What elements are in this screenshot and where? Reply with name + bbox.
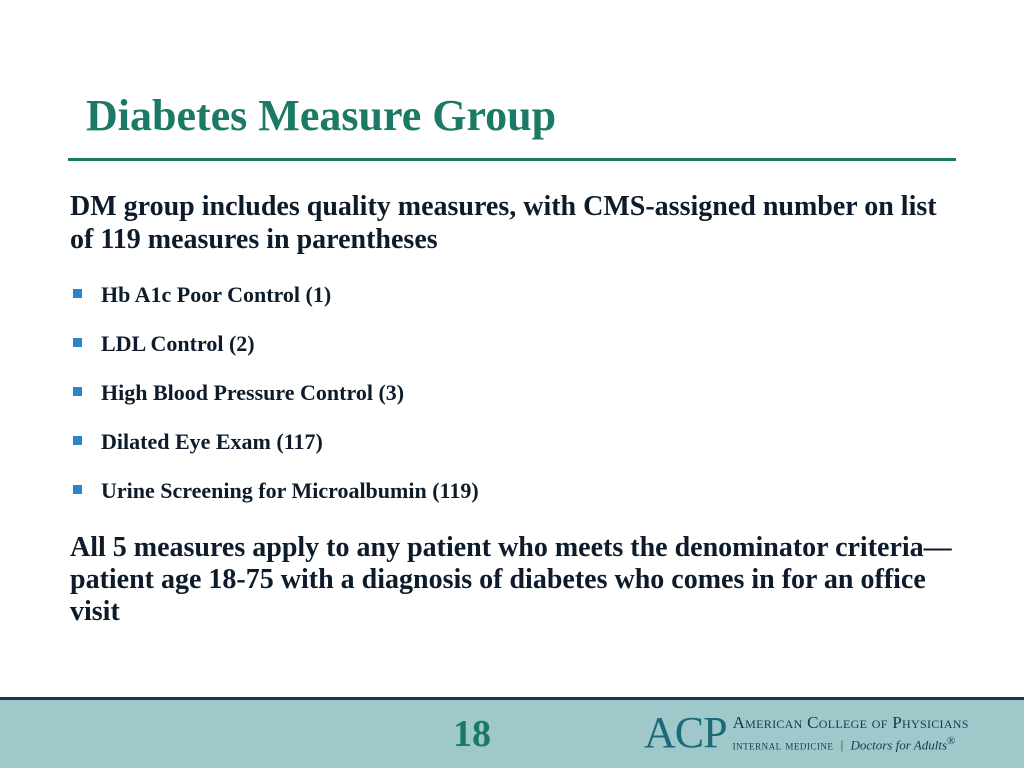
closing-paragraph: All 5 measures apply to any patient who meets the denominator criteria—patient age 18-75 with a diagnosis of diabetes who comes in for an office visit [70, 532, 952, 627]
list-item [70, 474, 479, 523]
list-item-label: High Blood Pressure Control (3) [101, 380, 405, 405]
logo-tagline-left: internal medicine [732, 737, 834, 753]
list-item [70, 376, 479, 425]
square-bullet-icon [73, 436, 82, 445]
list-item [70, 425, 479, 474]
logo-text [733, 713, 969, 753]
slide-title: Diabetes Measure Group [86, 91, 557, 140]
list-item-label: Urine Screening for Microalbumin (119) [101, 478, 479, 503]
logo-tagline-separator: | [840, 737, 844, 753]
list-item-label: LDL Control (2) [101, 331, 255, 356]
page-number: 18 [453, 713, 491, 755]
list-item-label: Dilated Eye Exam (117) [101, 429, 323, 454]
logo-mark: ACP [644, 708, 727, 757]
acp-logo [644, 710, 969, 756]
title-divider [68, 158, 956, 161]
list-item [70, 327, 479, 376]
list-item [70, 278, 479, 327]
list-item-label: Hb A1c Poor Control (1) [101, 282, 332, 307]
logo-tagline-right: Doctors for Adults [850, 737, 948, 753]
logo-tagline [733, 733, 969, 753]
registered-mark: ® [947, 734, 956, 747]
intro-paragraph: DM group includes quality measures, with CMS-assigned number on list of 119 measures in parentheses [70, 191, 937, 255]
square-bullet-icon [73, 338, 82, 347]
square-bullet-icon [73, 485, 82, 494]
footer-divider [0, 697, 1024, 700]
square-bullet-icon [73, 289, 82, 298]
measure-list [70, 278, 479, 523]
logo-organization-name: American College of Physicians [732, 712, 969, 732]
square-bullet-icon [73, 387, 82, 396]
